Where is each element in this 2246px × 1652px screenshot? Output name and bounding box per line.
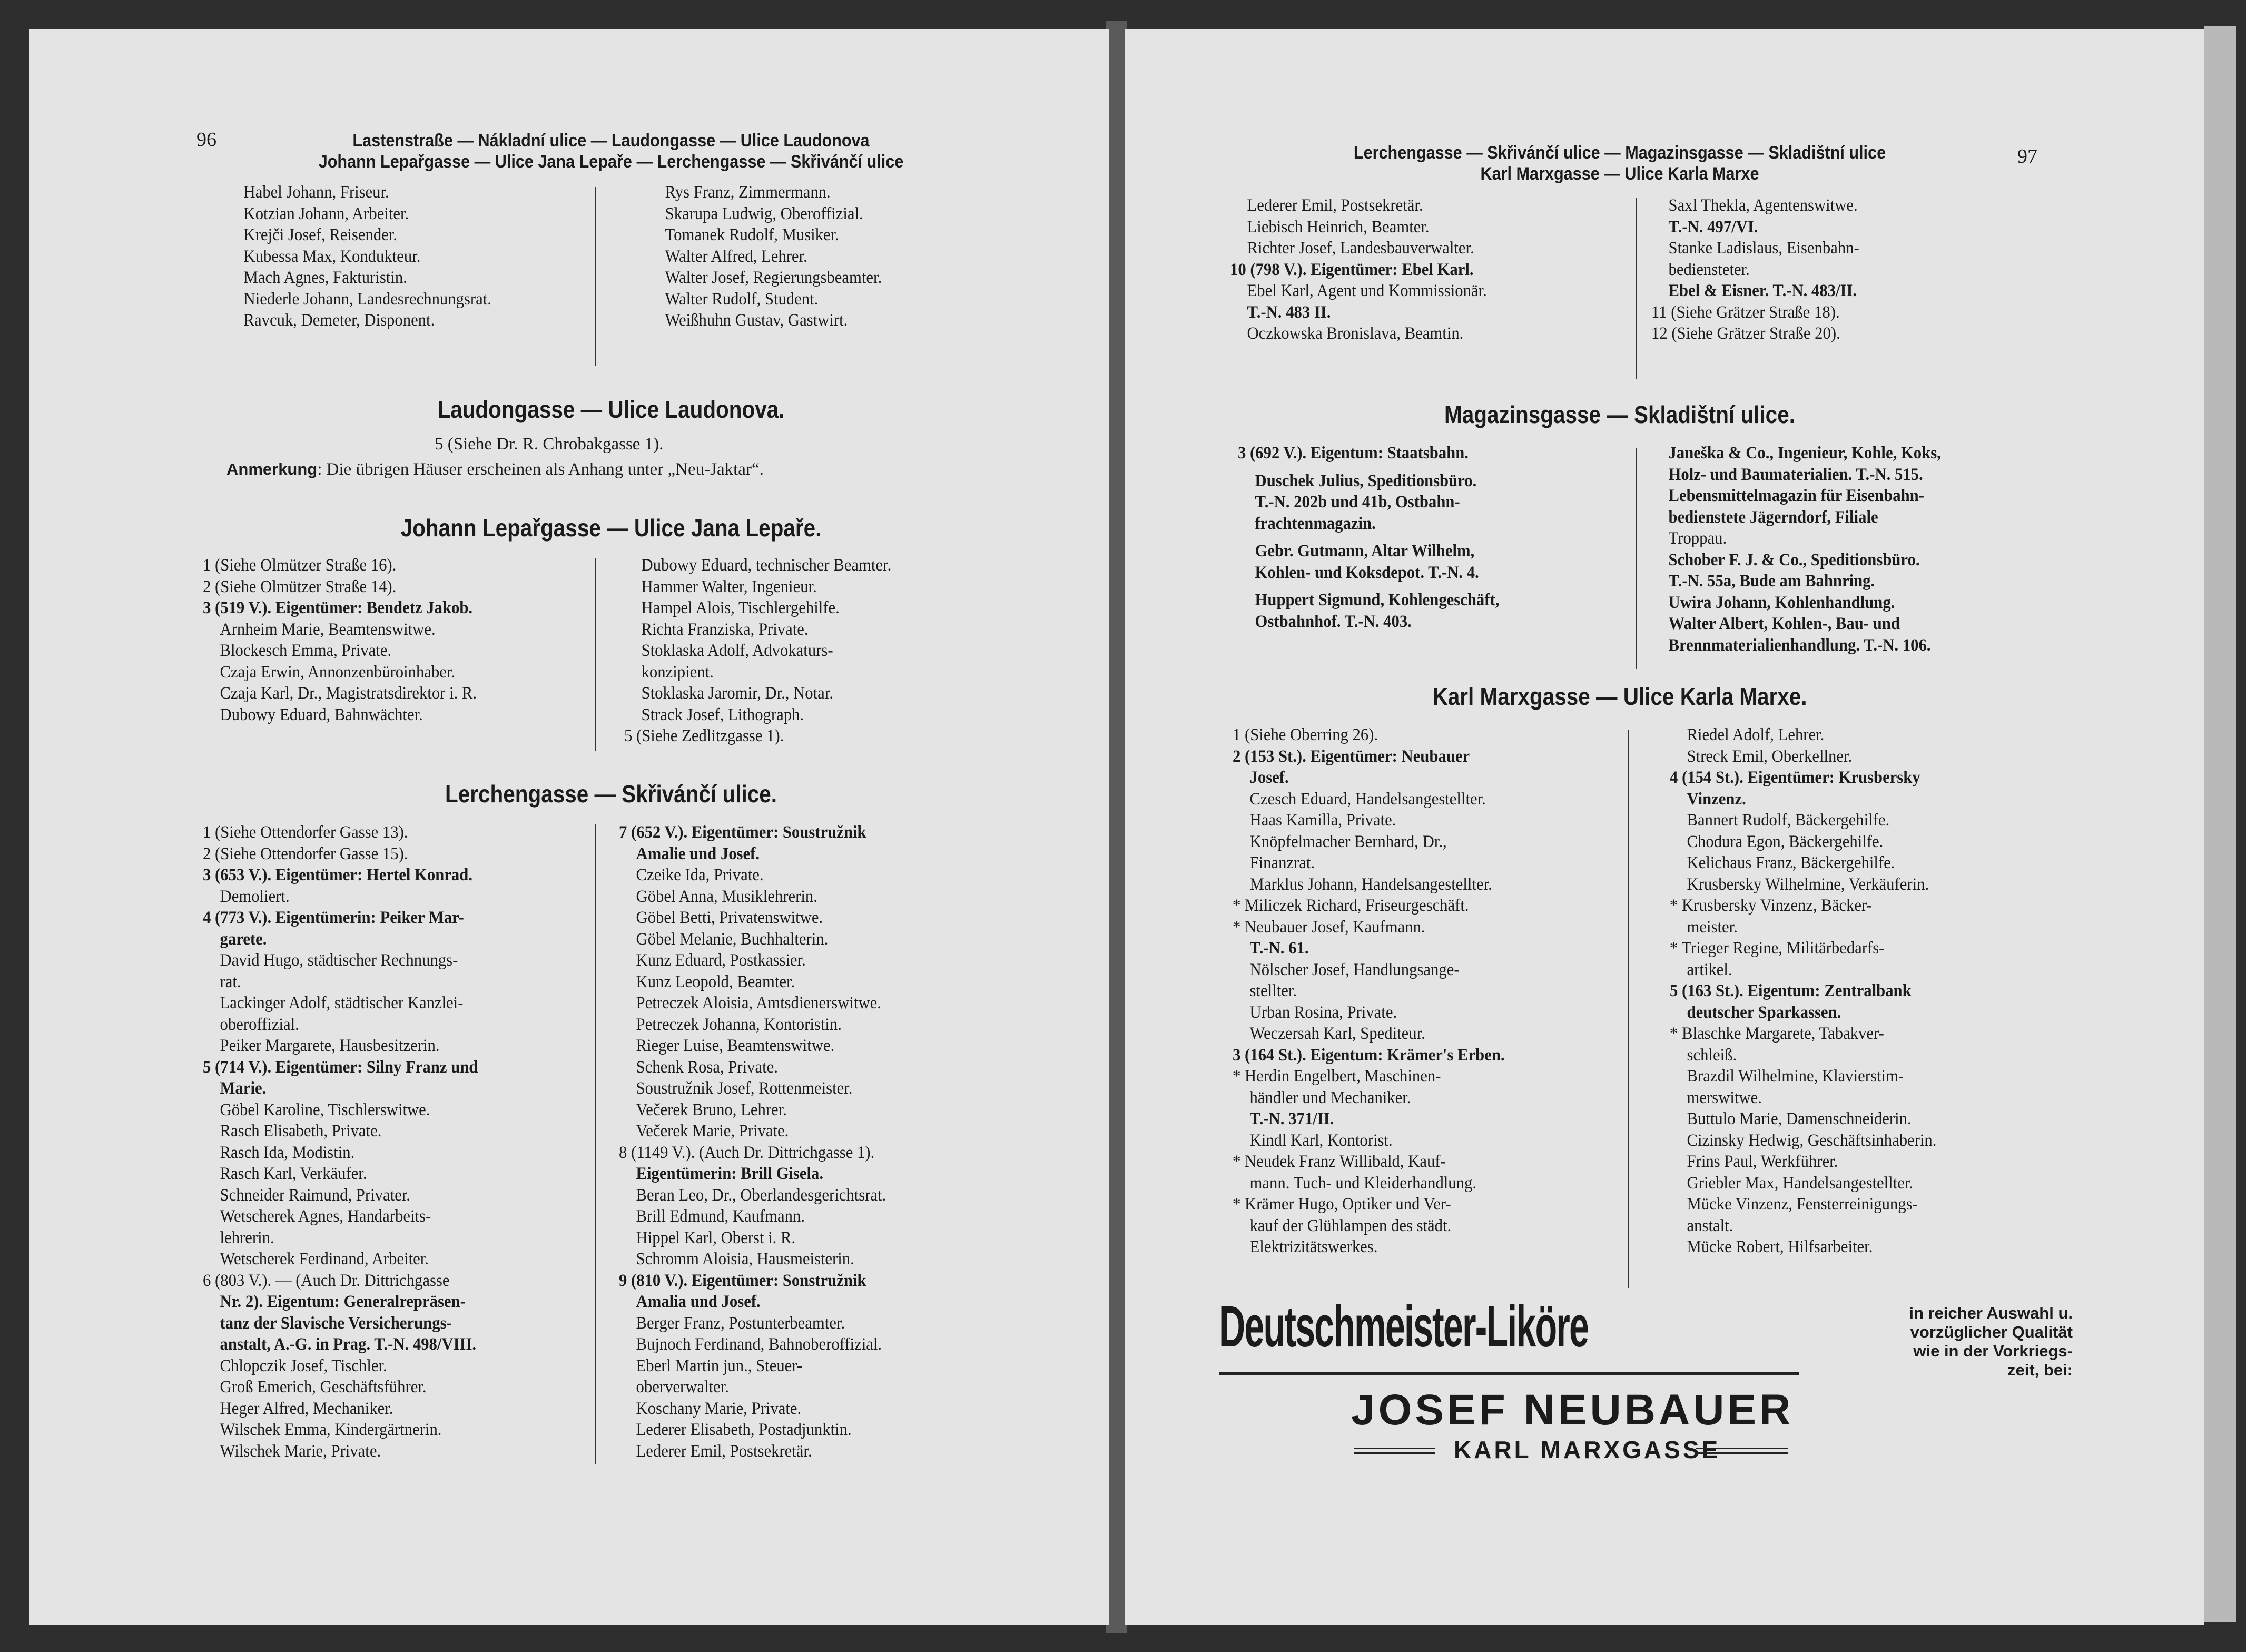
entry-line: Cizinsky Hedwig, Geschäftsinhaberin. (1687, 1130, 1937, 1150)
entry-line: Lederer Emil, Postsekretär. (1247, 196, 1423, 215)
section-title: Lerchengasse — Skřivánčí ulice. (445, 780, 777, 808)
entry-line: Uwira Johann, Kohlenhandlung. (1668, 593, 1895, 612)
entry-line: Göbel Karoline, Tischlerswitwe. (220, 1100, 430, 1119)
right-page (1125, 29, 2204, 1625)
entry-line: tanz der Slavische Versicherungs- (220, 1313, 452, 1333)
entry-line: Kotzian Johann, Arbeiter. (243, 204, 409, 223)
entry-line: oberoffizial. (220, 1015, 299, 1034)
entry-line: Amalia und Josef. (636, 1292, 761, 1311)
entry-line: Holz- und Baumaterialien. T.-N. 515. (1668, 465, 1923, 484)
annotation-label: Anmerkung (226, 460, 318, 478)
entry-column (1238, 442, 1519, 632)
entry-line: Knöpfelmacher Bernhard, Dr., (1249, 832, 1447, 851)
entry-column (1651, 195, 1875, 345)
entry-line: Eigentümerin: Brill Gisela. (636, 1164, 824, 1183)
entry-line: 10 (798 V.). Eigentümer: Ebel Karl. (1230, 260, 1474, 279)
entry-line: Ostbahnhof. T.-N. 403. (1255, 612, 1412, 631)
entry-line: konzipient. (641, 662, 714, 682)
entry-line: Marie. (220, 1079, 267, 1098)
entry-line: Schneider Raimund, Privater. (220, 1185, 410, 1205)
advertisement-underline (1219, 1372, 1799, 1375)
tagline-line: vorzüglicher Qualität (1910, 1323, 2073, 1341)
entry-line: Duschek Julius, Speditionsbüro. (1255, 471, 1477, 490)
entry-line: 5 (Siehe Dr. R. Chrobakgasse 1). (435, 435, 664, 454)
entry-line: Göbel Melanie, Buchhalterin. (636, 929, 829, 949)
entry-spacer (1238, 464, 1499, 470)
annotation-text: : Die übrigen Häuser erscheinen als Anhang unter „Neu-Jaktar“. (317, 460, 764, 479)
entry-line: 8 (1149 V.). (Auch Dr. Dittrichgasse 1). (619, 1143, 875, 1162)
entry-line: Večerek Bruno, Lehrer. (636, 1100, 787, 1119)
entry-line: stellter. (1249, 981, 1297, 1000)
entry-line: Brill Edmund, Kaufmann. (636, 1207, 805, 1226)
running-header-line: Lastenstraße — Nákladní ulice — Laudongasse — Ulice Laudonova (352, 131, 870, 151)
entry-line: 3 (519 V.). Eigentümer: Bendetz Jakob. (203, 598, 473, 617)
entry-line: Stanke Ladislaus, Eisenbahn- (1668, 239, 1859, 258)
entry-line: T.-N. 483 II. (1247, 302, 1331, 322)
entry-line: * Krusbersky Vinzenz, Bäcker- (1670, 896, 1872, 915)
entry-line: 5 (714 V.). Eigentümer: Silny Franz und (203, 1057, 478, 1077)
left-page (29, 29, 1109, 1625)
entry-line: 5 (163 St.). Eigentum: Zentralbank (1670, 981, 1912, 1000)
entry-line: Lederer Emil, Postsekretär. (636, 1441, 812, 1461)
entry-line: Groß Emerich, Geschäftsführer. (220, 1378, 427, 1397)
entry-line: mann. Tuch- und Kleiderhandlung. (1249, 1173, 1477, 1193)
entry-column (1651, 442, 1963, 656)
entry-line: Haas Kamilla, Private. (1249, 811, 1396, 830)
entry-line: David Hugo, städtischer Rechnungs- (220, 951, 458, 970)
entry-line: Strack Josef, Lithograph. (641, 705, 804, 724)
entry-line: anstalt. (1687, 1216, 1733, 1235)
entry-line: lehrerin. (220, 1228, 274, 1247)
advertisement-tagline (1815, 1304, 2073, 1380)
page-edge (2204, 26, 2236, 1622)
entry-line: Blockesch Emma, Private. (220, 641, 392, 660)
entry-line: Göbel Anna, Musiklehrerin. (636, 887, 817, 906)
entry-line: * Neudek Franz Willibald, Kauf- (1233, 1152, 1446, 1171)
entry-line: schleiß. (1687, 1045, 1737, 1065)
advertisement-title: Deutschmeister-Liköre (1219, 1294, 1589, 1359)
entry-line: Czaja Karl, Dr., Magistratsdirektor i. R. (220, 684, 477, 703)
entry-line: Peiker Margarete, Hausbesitzerin. (220, 1036, 440, 1055)
entry-line: Czesch Eduard, Handelsangestellter. (1249, 789, 1486, 809)
entry-line: Dubowy Eduard, Bahnwächter. (220, 705, 423, 724)
entry-line: Krejči Josef, Reisender. (243, 225, 398, 244)
entry-line: Streck Emil, Oberkellner. (1687, 746, 1853, 766)
entry-column (1233, 724, 1525, 1258)
entry-column (1670, 724, 1957, 1258)
entry-line: Mach Agnes, Fakturistin. (243, 268, 407, 287)
entry-line: Nr. 2). Eigentum: Generalrepräsen- (220, 1292, 466, 1311)
entry-line: frachtenmagazin. (1255, 514, 1376, 533)
column-rule (595, 558, 596, 751)
entry-line: Amalie und Josef. (636, 844, 760, 863)
entry-line: 1 (Siehe Oberring 26). (1233, 725, 1378, 744)
entry-line: 4 (154 St.). Eigentümer: Krusbersky (1670, 768, 1920, 787)
entry-line: Beran Leo, Dr., Oberlandesgerichtsrat. (636, 1185, 886, 1205)
entry-line: Nölscher Josef, Handlungsange- (1249, 960, 1460, 979)
entry-line: T.-N. 55a, Bude am Bahnring. (1668, 572, 1875, 591)
entry-line: Rasch Karl, Verkäufer. (220, 1164, 367, 1183)
entry-line: Weißhuhn Gustav, Gastwirt. (665, 311, 848, 330)
entry-line: Ebel Karl, Agent und Kommissionär. (1247, 281, 1487, 300)
entry-line: 2 (153 St.). Eigentümer: Neubauer (1233, 746, 1470, 766)
column-rule (1636, 448, 1637, 669)
entry-column (203, 555, 497, 725)
entry-line: 11 (Siehe Grätzer Straße 18). (1651, 302, 1840, 322)
entry-line: Wilschek Emma, Kindergärtnerin. (220, 1420, 442, 1439)
entry-line: artikel. (1687, 960, 1732, 979)
entry-line: Lederer Elisabeth, Postadjunktin. (636, 1420, 852, 1439)
entry-line: T.-N. 61. (1249, 939, 1309, 958)
entry-line: Mücke Robert, Hilfsarbeiter. (1687, 1237, 1873, 1256)
entry-line: Walter Josef, Regierungsbeamter. (665, 268, 882, 287)
entry-line: Demoliert. (220, 887, 290, 906)
entry-line: 1 (Siehe Olmützer Straße 16). (203, 556, 397, 575)
entry-line: Dubowy Eduard, technischer Beamter. (641, 556, 892, 575)
entry-line: garete. (220, 929, 267, 949)
section-title: Johann Lepařgasse — Ulice Jana Lepaře. (400, 514, 822, 542)
section-title: Laudongasse — Ulice Laudonova. (437, 396, 785, 423)
entry-line: Vinzenz. (1687, 789, 1746, 809)
entry-line: deutscher Sparkassen. (1687, 1002, 1841, 1022)
entry-line: T.-N. 371/II. (1249, 1109, 1334, 1128)
entry-column (1230, 195, 1506, 345)
entry-line: Urban Rosina, Private. (1249, 1002, 1397, 1022)
entry-line: rat. (220, 972, 241, 991)
entry-line: Schober F. J. & Co., Speditionsbüro. (1668, 550, 1920, 569)
entry-line: Oczkowska Bronislava, Beamtin. (1247, 324, 1464, 343)
entry-line: Skarupa Ludwig, Oberoffizial. (665, 204, 863, 223)
entry-line: Krusbersky Wilhelmine, Verkäuferin. (1687, 874, 1929, 894)
entry-line: Heger Alfred, Mechaniker. (220, 1399, 393, 1418)
entry-line: Stoklaska Adolf, Advokaturs- (641, 641, 833, 660)
entry-line: Bannert Rudolf, Bäckergehilfe. (1687, 811, 1890, 830)
entry-line: 3 (692 V.). Eigentum: Staatsbahn. (1238, 444, 1469, 463)
entry-line: Griebler Max, Handelsangestellter. (1687, 1173, 1914, 1193)
entry-column (624, 555, 911, 747)
page-number: 97 (2017, 145, 2037, 168)
entry-line: händler und Mechaniker. (1249, 1088, 1411, 1107)
entry-line: * Miliczek Richard, Friseurgeschäft. (1233, 896, 1469, 915)
entry-line: Huppert Sigmund, Kohlengeschäft, (1255, 591, 1500, 609)
entry-line: Lackinger Adolf, städtischer Kanzlei- (220, 994, 464, 1012)
entry-line: Ravcuk, Demeter, Disponent. (243, 311, 435, 330)
entry-line: Berger Franz, Postunterbeamter. (636, 1313, 845, 1333)
entry-line: Kunz Leopold, Beamter. (636, 972, 795, 991)
entry-line: Marklus Johann, Handelsangestellter. (1249, 874, 1492, 894)
column-rule (595, 824, 596, 1464)
entry-line: bedienstete Jägerndorf, Filiale (1668, 507, 1878, 527)
advertiser-name: JOSEF NEUBAUER (1351, 1386, 1794, 1434)
entry-line: Brennmaterialienhandlung. T.-N. 106. (1668, 635, 1931, 655)
column-rule (1628, 730, 1629, 1288)
entry-column (648, 182, 900, 331)
entry-line: 4 (773 V.). Eigentümerin: Peiker Mar- (203, 908, 464, 927)
entry-line: * Krämer Hugo, Optiker und Ver- (1233, 1195, 1451, 1214)
tagline-line: in reicher Auswahl u. (1909, 1304, 2073, 1322)
entry-line: 3 (653 V.). Eigentümer: Hertel Konrad. (203, 866, 473, 884)
column-rule (1636, 198, 1637, 379)
entry-line: Weczersah Karl, Spediteur. (1249, 1024, 1425, 1043)
entry-line: bediensteter. (1668, 260, 1750, 279)
entry-line: 2 (Siehe Ottendorfer Gasse 15). (203, 844, 408, 863)
entry-line: Rasch Elisabeth, Private. (220, 1122, 382, 1140)
entry-line: Kunz Eduard, Postkassier. (636, 951, 806, 970)
entry-line: T.-N. 497/VI. (1668, 217, 1758, 237)
entry-line: * Trieger Regine, Militärbedarfs- (1670, 939, 1885, 958)
entry-line: Habel Johann, Friseur. (243, 183, 389, 202)
entry-column (203, 822, 499, 1462)
entry-line: Petreczek Aloisia, Amtsdienerswitwe. (636, 994, 881, 1012)
entry-line: 9 (810 V.). Eigentümer: Sonstružnik (619, 1271, 866, 1290)
entry-line: Stoklaska Jaromir, Dr., Notar. (641, 684, 833, 703)
entry-line: Buttulo Marie, Damenschneiderin. (1687, 1109, 1912, 1128)
entry-line: Bujnoch Ferdinand, Bahnoberoffizial. (636, 1335, 882, 1354)
advertiser-street: KARL MARXGASSE (1454, 1436, 1721, 1463)
entry-line: Kindl Karl, Kontorist. (1249, 1130, 1393, 1150)
entry-line: merswitwe. (1687, 1088, 1762, 1107)
entry-line: Josef. (1249, 768, 1289, 787)
entry-line: 2 (Siehe Olmützer Straße 14). (203, 577, 397, 596)
entry-line: oberverwalter. (636, 1378, 729, 1397)
entry-line: Walter Rudolf, Student. (665, 289, 819, 309)
ornament-rule (1696, 1448, 1788, 1454)
entry-line: Wetscherek Agnes, Handarbeits- (220, 1207, 431, 1226)
column-rule (595, 187, 596, 366)
entry-line: Koschany Marie, Private. (636, 1399, 802, 1418)
entry-line: Hippel Karl, Oberst i. R. (636, 1228, 796, 1247)
entry-line: * Blaschke Margarete, Tabakver- (1670, 1024, 1884, 1043)
tagline-line: zeit, bei: (2007, 1361, 2073, 1379)
running-header (1278, 142, 1961, 184)
entry-line: Mücke Vinzenz, Fensterreinigungs- (1687, 1195, 1918, 1214)
entry-line: 6 (803 V.). — (Auch Dr. Dittrichgasse (203, 1271, 450, 1290)
book-gutter (1106, 21, 1127, 1633)
running-header (258, 130, 964, 172)
entry-line: Czaja Erwin, Annonzenbüroinhaber. (220, 662, 456, 682)
entry-line: Janeška & Co., Ingenieur, Kohle, Koks, (1668, 444, 1941, 463)
entry-line: Rieger Luise, Beamtenswitwe. (636, 1036, 835, 1055)
entry-line: Walter Albert, Kohlen-, Bau- und (1668, 614, 1900, 633)
entry-column (619, 822, 906, 1462)
entry-line: 5 (Siehe Zedlitzgasse 1). (624, 726, 784, 745)
entry-line: Kohlen- und Koksdepot. T.-N. 4. (1255, 563, 1479, 582)
entry-line: * Herdin Engelbert, Maschinen- (1233, 1067, 1441, 1086)
entry-spacer (1238, 583, 1499, 589)
entry-line: Kelichaus Franz, Bäckergehilfe. (1687, 853, 1895, 872)
section-title: Magazinsgasse — Skladištní ulice. (1444, 401, 1795, 428)
entry-line: Saxl Thekla, Agentenswitwe. (1668, 196, 1858, 215)
running-header-line: Johann Lepařgasse — Ulice Jana Lepaře — Lerchengasse — Skřivánčí ulice (318, 152, 904, 172)
entry-line: Eberl Martin jun., Steuer- (636, 1356, 803, 1375)
entry-line: Göbel Betti, Privatenswitwe. (636, 908, 823, 927)
entry-line: Rasch Ida, Modistin. (220, 1143, 355, 1162)
entry-line: T.-N. 202b und 41b, Ostbahn- (1255, 493, 1460, 512)
entry-line: Czeike Ida, Private. (636, 866, 764, 884)
entry-line: Richter Josef, Landesbauverwalter. (1247, 239, 1474, 258)
entry-line: 7 (652 V.). Eigentümer: Soustružnik (619, 823, 866, 842)
entry-line: * Neubauer Josef, Kaufmann. (1233, 917, 1425, 937)
running-header-line: Karl Marxgasse — Ulice Karla Marxe (1480, 164, 1759, 184)
entry-line: Lebensmittelmagazin für Eisenbahn- (1668, 486, 1924, 505)
section-title: Karl Marxgasse — Ulice Karla Marxe. (1432, 683, 1807, 710)
entry-line: Troppau. (1668, 529, 1727, 548)
entry-line: 3 (164 St.). Eigentum: Krämer's Erben. (1233, 1045, 1505, 1065)
entry-line: Riedel Adolf, Lehrer. (1687, 725, 1825, 744)
entry-line: Chodura Egon, Bäckergehilfe. (1687, 832, 1884, 851)
entry-line: 12 (Siehe Grätzer Straße 20). (1651, 324, 1840, 343)
entry-line: Wetscherek Ferdinand, Arbeiter. (220, 1250, 429, 1268)
entry-line: Soustružnik Josef, Rottenmeister. (636, 1079, 853, 1098)
entry-line: Kubessa Max, Kondukteur. (243, 247, 421, 266)
entry-line: Schenk Rosa, Private. (636, 1057, 778, 1077)
entry-line: 1 (Siehe Ottendorfer Gasse 13). (203, 823, 408, 842)
entry-line: Petreczek Johanna, Kontoristin. (636, 1015, 842, 1034)
entry-line: Chlopczik Josef, Tischler. (220, 1356, 387, 1375)
entry-spacer (1238, 534, 1499, 540)
entry-line: Richta Franziska, Private. (641, 620, 809, 639)
entry-line: Finanzrat. (1249, 853, 1315, 872)
entry-line: Wilschek Marie, Private. (220, 1441, 381, 1461)
entry-line: Elektrizitätswerkes. (1249, 1237, 1378, 1256)
page-number: 96 (196, 129, 216, 151)
entry-line: Ebel & Eisner. T.-N. 483/II. (1668, 281, 1857, 300)
running-header-line: Lerchengasse — Skřivánčí ulice — Magazinsgasse — Skladištní ulice (1353, 143, 1886, 163)
entry-line: Schromm Aloisia, Hausmeisterin. (636, 1250, 854, 1268)
entry-line: Rys Franz, Zimmermann. (665, 183, 831, 202)
entry-line: Hampel Alois, Tischlergehilfe. (641, 598, 840, 617)
entry-column (226, 182, 511, 331)
entry-line: meister. (1687, 917, 1738, 937)
entry-line: Gebr. Gutmann, Altar Wilhelm, (1255, 542, 1475, 560)
entry-line: Walter Alfred, Lehrer. (665, 247, 807, 266)
entry-line: Niederle Johann, Landesrechnungsrat. (243, 289, 491, 309)
entry-line: Tomanek Rudolf, Musiker. (665, 225, 839, 244)
entry-line: kauf der Glühlampen des städt. (1249, 1216, 1452, 1235)
annotation (226, 460, 764, 479)
entry-line: anstalt, A.-G. in Prag. T.-N. 498/VIII. (220, 1335, 477, 1354)
entry-line: Večerek Marie, Private. (636, 1122, 789, 1140)
ornament-rule (1354, 1448, 1435, 1454)
entry-line: Frins Paul, Werkführer. (1687, 1152, 1838, 1171)
entry-line: Arnheim Marie, Beamtenswitwe. (220, 620, 436, 639)
tagline-line: wie in der Vorkriegs- (1913, 1342, 2073, 1360)
entry-line: Brazdil Wilhelmine, Klavierstim- (1687, 1067, 1904, 1086)
entry-line: Liebisch Heinrich, Beamter. (1247, 217, 1430, 237)
entry-line: Hammer Walter, Ingenieur. (641, 577, 817, 596)
